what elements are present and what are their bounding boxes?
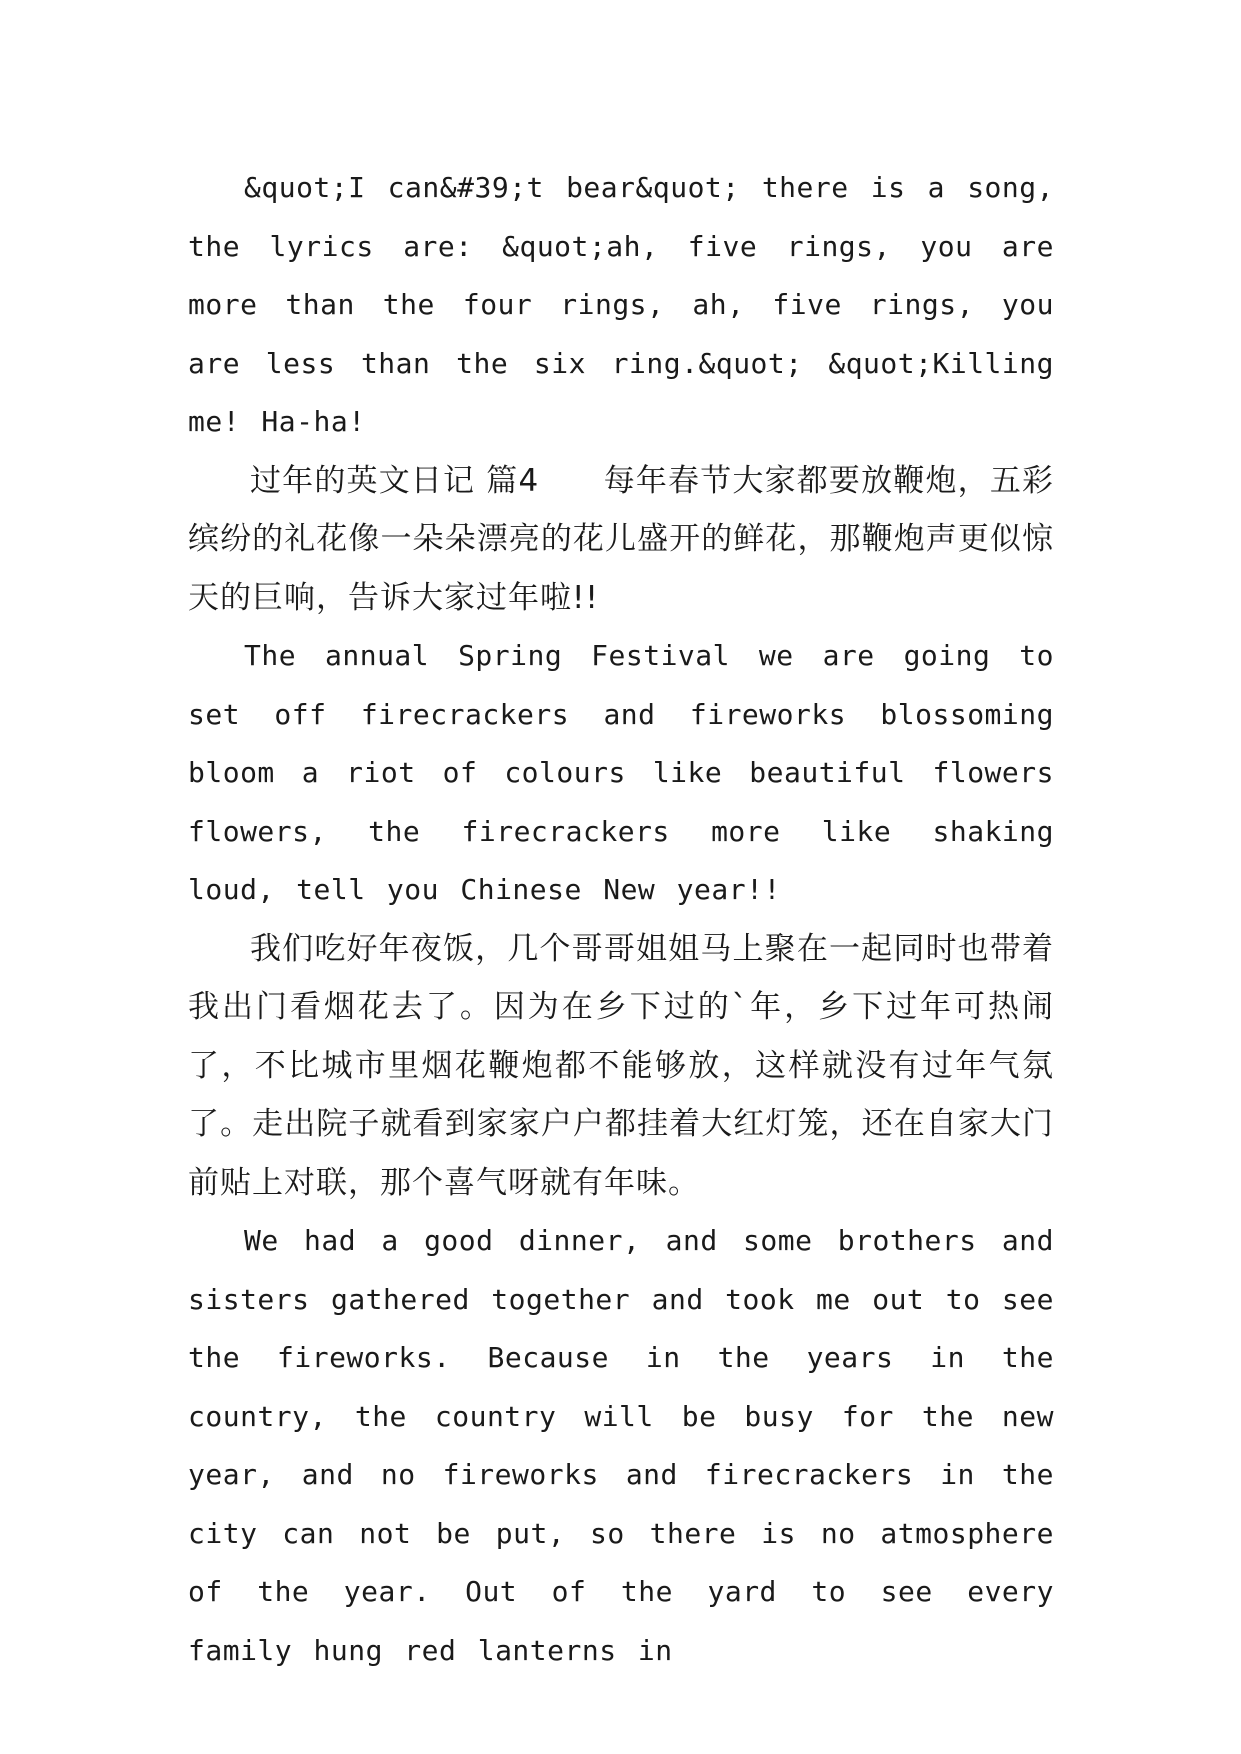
paragraph-new-year-dinner-english: We had a good dinner, and some brothers and sisters gathered together and took me out to see the fireworks. Because in the years in the country, the country will be busy for the new year, and no fireworks and firecrackers in the city can not be put, so there is no atmosphere of the year. Out of the yard to see every family hung red lanterns in	[188, 1224, 1054, 1667]
paragraph-diary-entry-4-chinese: 过年的英文日记 篇4 每年春节大家都要放鞭炮，五彩缤纷的礼花像一朵朵漂亮的花儿盛开的鲜花，那鞭炮声更似惊天的巨响，告诉大家过年啦!!	[188, 462, 1054, 616]
paragraph-new-year-dinner-chinese: 我们吃好年夜饭，几个哥哥姐姐马上聚在一起同时也带着我出门看烟花去了。因为在乡下过的`年，乡下过年可热闹了，不比城市里烟花鞭炮都不能够放，这样就没有过年气氛了。走出院子就看到家家户户都挂着大红灯笼，还在自家大门前贴上对联，那个喜气呀就有年味。	[188, 930, 1054, 1201]
paragraph-song-lyrics: &quot;I can&#39;t bear&quot; there is a song, the lyrics are: &quot;ah, five rings, you are more than the four rings, ah, five rings, you are less than the six ring.&quot; &quot;Killing me! Ha-ha!	[188, 171, 1054, 438]
paragraph-spring-festival-english: The annual Spring Festival we are going to set off firecrackers and fireworks blossoming bloom a riot of colours like beautiful flowers flowers, the firecrackers more like shaking loud, tell you Chinese New year!!	[188, 639, 1054, 906]
document-body	[188, 159, 1054, 1680]
